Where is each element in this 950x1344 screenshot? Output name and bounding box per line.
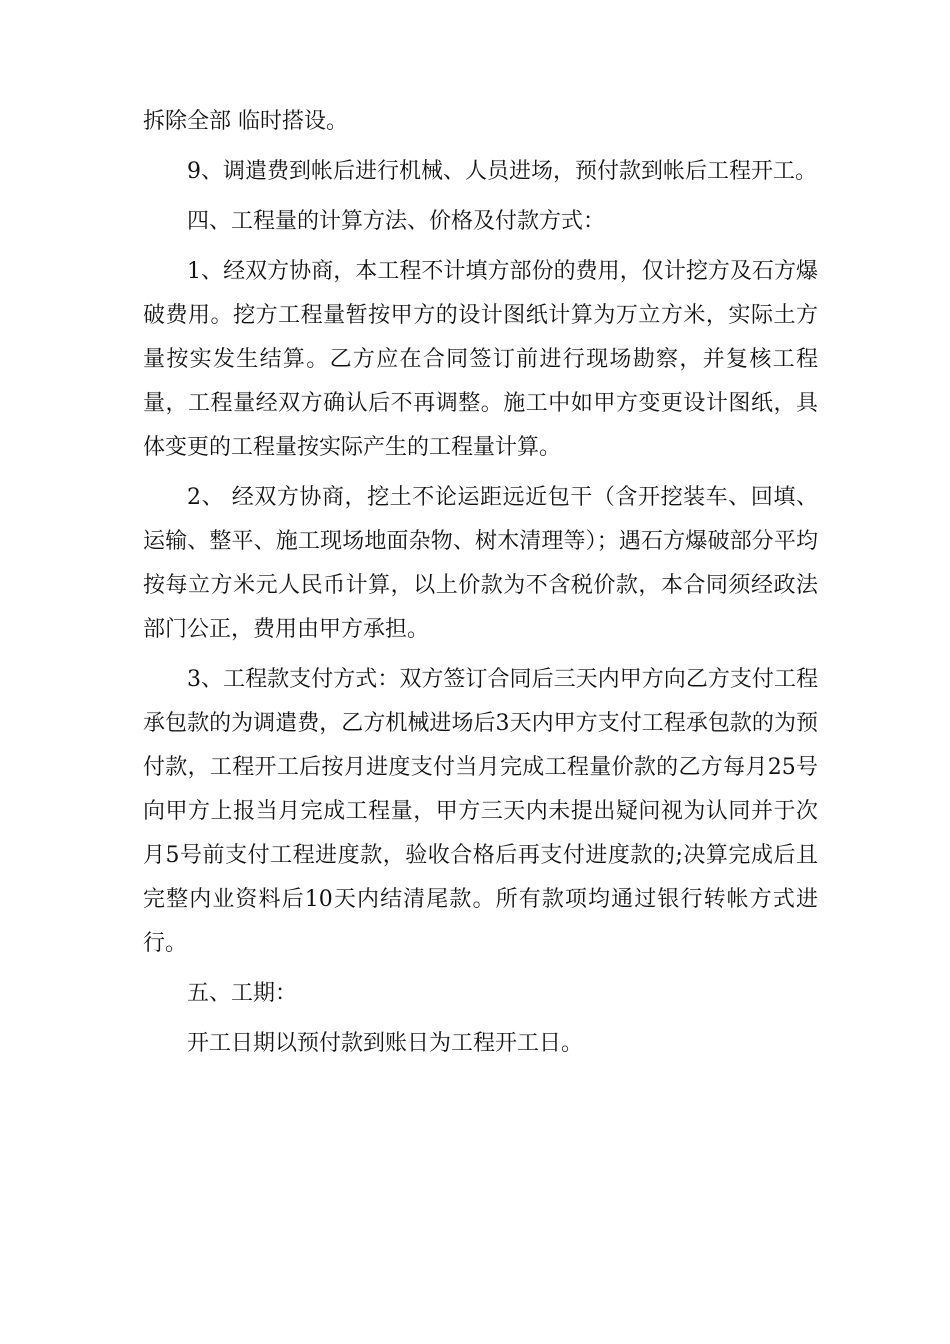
paragraph-item-9: 9、调遣费到帐后进行机械、人员进场，预付款到帐后工程开工。 — [187, 159, 817, 184]
document-body — [143, 100, 818, 1072]
section-heading-5: 五、工期： — [187, 981, 298, 1006]
paragraph-item-3: 3、工程款支付方式：双方签订合同后三天内甲方向乙方支付工程承包款的为调遣费，乙方机械进场后3天内甲方支付工程承包款的为预付款，工程开工后按月进度支付当月完成工程量价款的乙方每月25号向甲方上报当月完成工程量，甲方三天内未提出疑问视为认同并于次月5号前支付工程进度款，验收合格后再支付进度款的;决算完成后且完整内业资料后10天内结清尾款。所有款项均通过银行转帐方式进行。 — [143, 667, 818, 956]
section-heading-4: 四、工程量的计算方法、价格及付款方式： — [187, 209, 606, 234]
paragraph-item-1: 1、经双方协商，本工程不计填方部份的费用，仅计挖方及石方爆破费用。挖方工程量暂按甲方的设计图纸计算为万立方米，实际土方量按实发生结算。乙方应在合同签订前进行现场勘察，并复核工程量，工程量经双方确认后不再调整。施工中如甲方变更设计图纸，具体变更的工程量按实际产生的工程量计算。 — [143, 259, 818, 460]
paragraph-start-date: 开工日期以预付款到账日为工程开工日。 — [187, 1031, 584, 1056]
paragraph-continuation: 拆除全部 临时搭设。 — [143, 109, 348, 134]
paragraph-item-2: 2、 经双方协商，挖土不论运距远近包干（含开挖装车、回填、运输、整平、施工现场地面杂物、树木清理等）；遇石方爆破部分平均按每立方米元人民币计算，以上价款为不含税价款，本合同须经政法部门公正，费用由甲方承担。 — [143, 485, 818, 642]
